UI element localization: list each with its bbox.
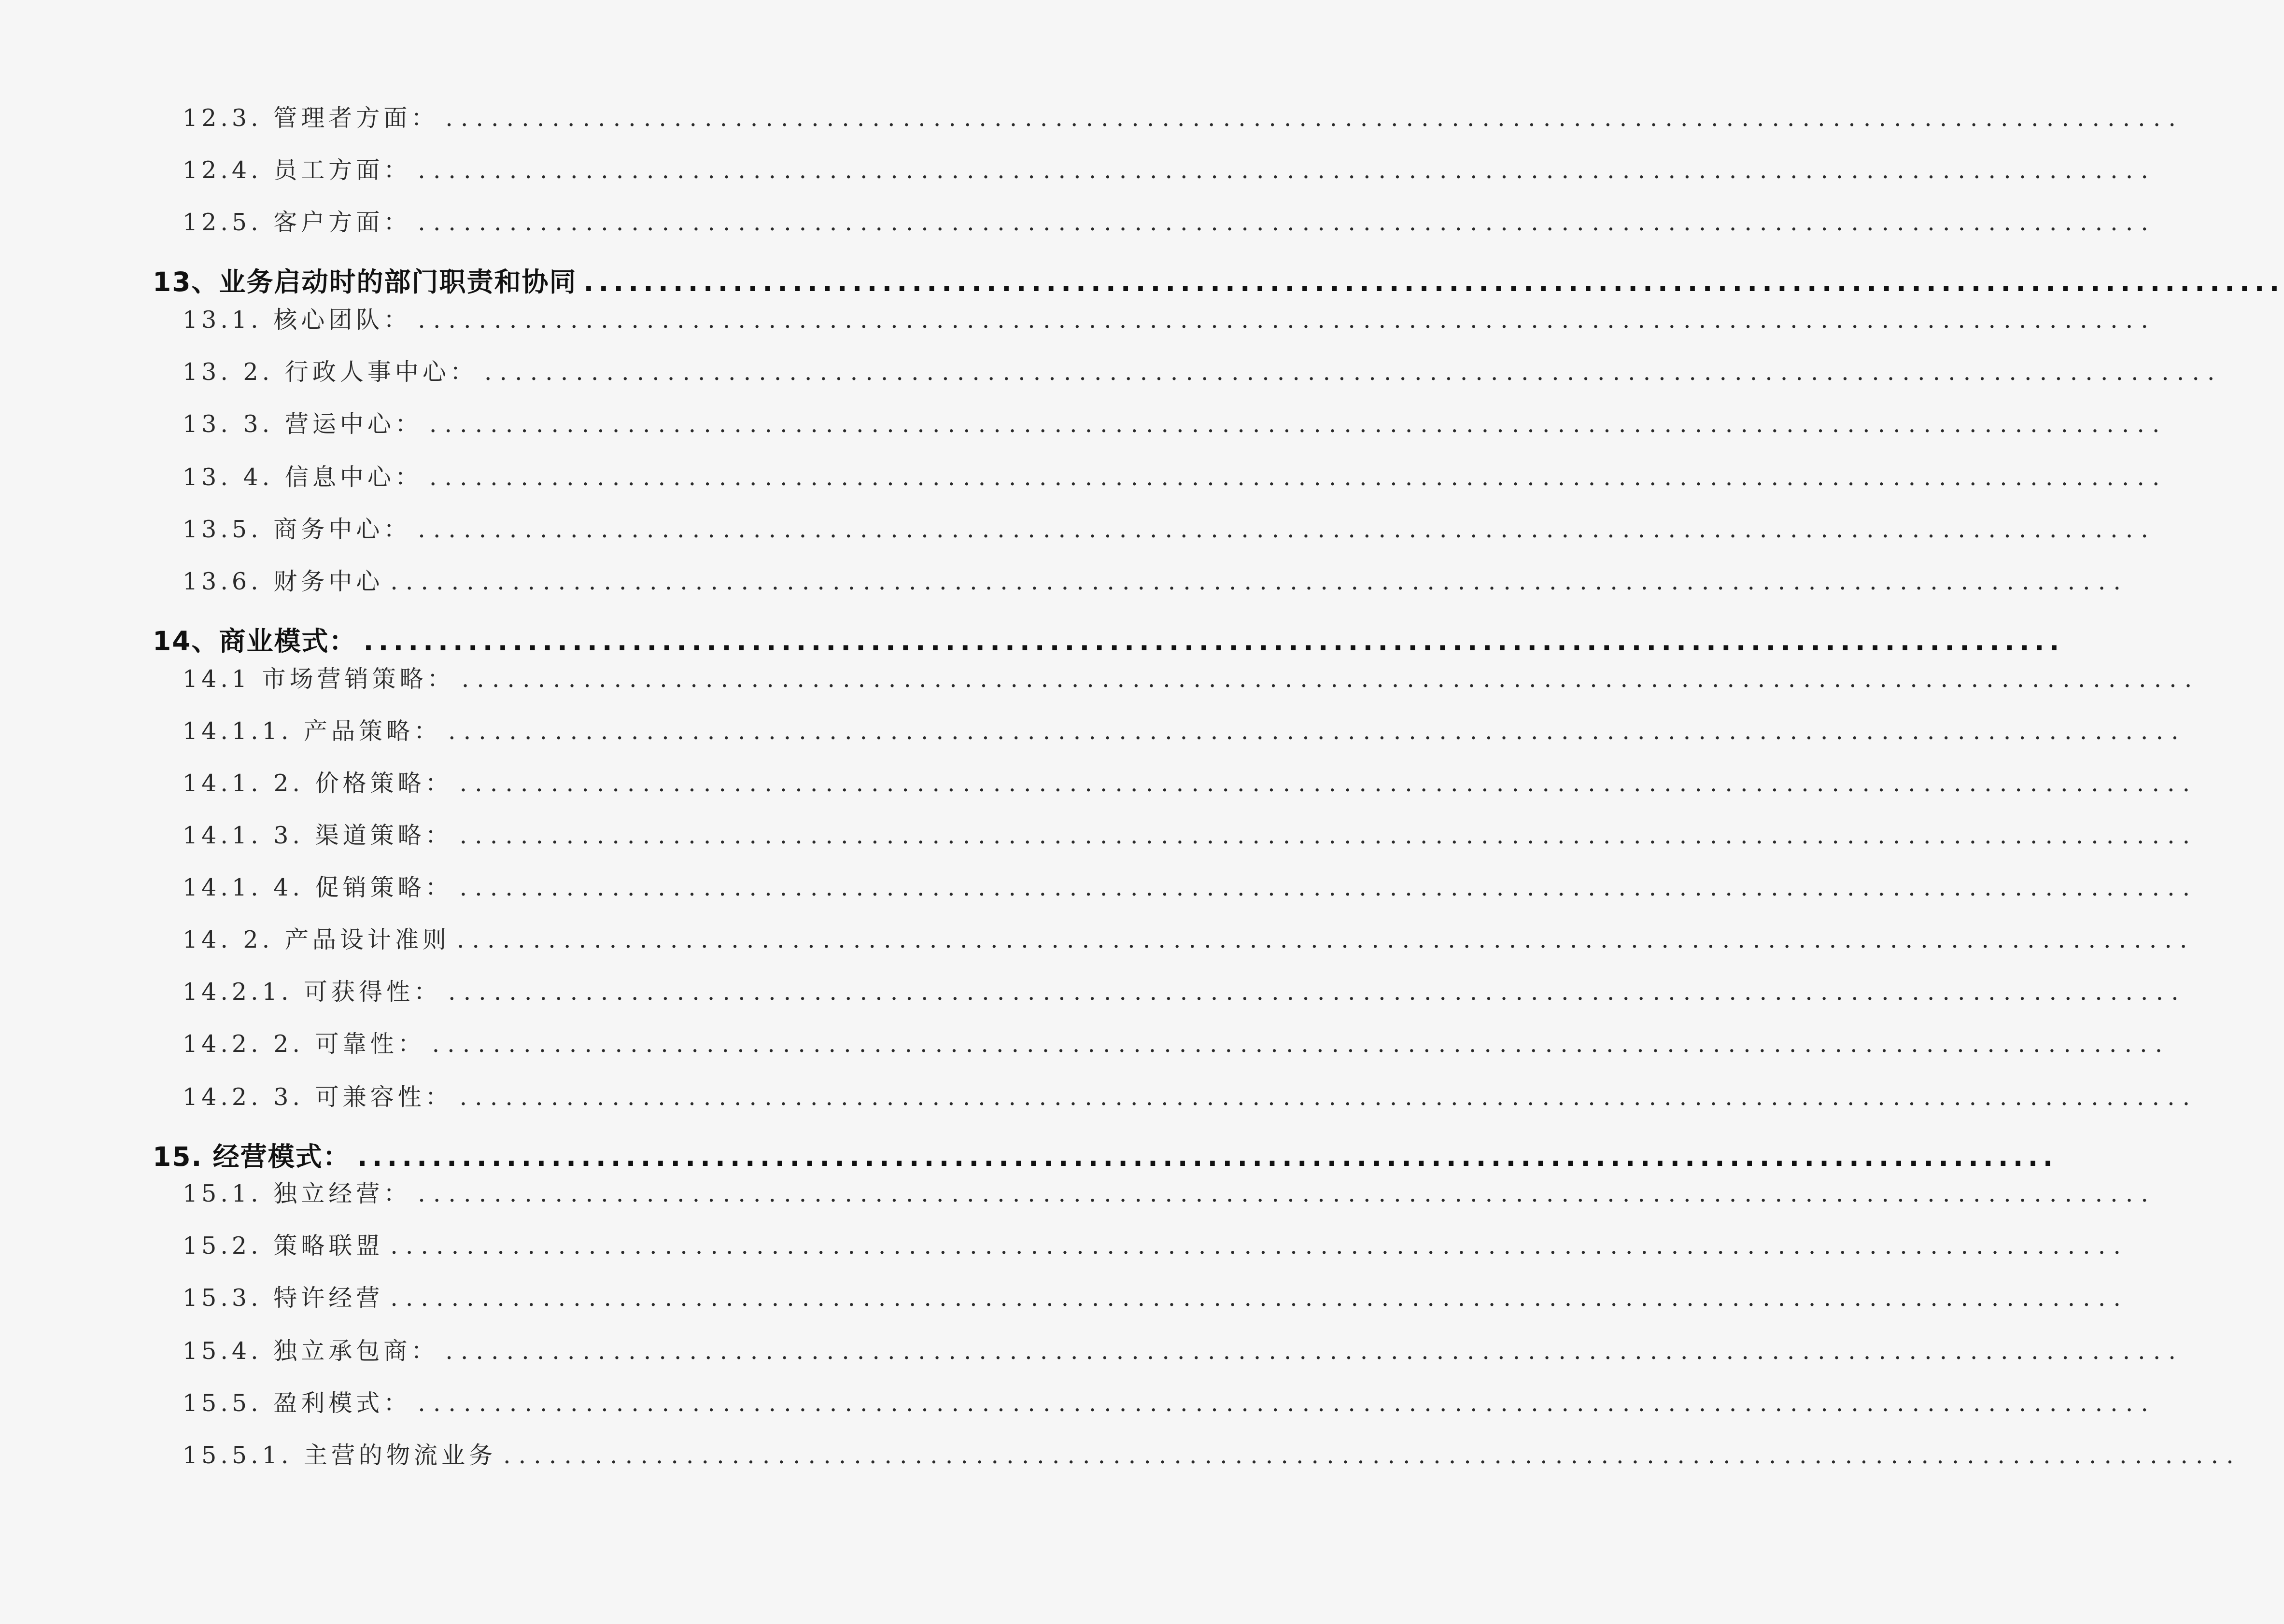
toc-entry-label: 13. 3. 营运中心： <box>183 410 423 438</box>
toc-leader-dots: .................................................................................................................. <box>461 665 2200 693</box>
toc-leader-dots: .................................................................................................................. <box>456 926 2195 953</box>
toc-leader-dots: .................................................................................................................. <box>448 978 2186 1006</box>
toc-entry-label: 13.6. 财务中心 <box>183 568 384 595</box>
toc-leader-dots: .................................................................................................................. <box>459 1083 2198 1111</box>
toc-leader-dots: .................................................................................................................. <box>459 874 2198 901</box>
toc-chapter-label: 14、商业模式： <box>153 626 357 657</box>
toc-entry-label: 14.1. 4. 促销策略： <box>183 874 453 901</box>
toc-entry[interactable] <box>183 516 2156 543</box>
toc-leader-dots: .................................................................................................................. <box>445 1337 2184 1365</box>
toc-entry-label: 13. 4. 信息中心： <box>183 463 423 491</box>
toc-leader-dots: .................................................................................................................. <box>363 626 2064 657</box>
toc-leader-dots: .................................................................................................................. <box>583 266 2284 297</box>
toc-entry[interactable] <box>183 1337 2184 1365</box>
toc-entry-label: 15.5.1. 主营的物流业务 <box>183 1442 497 1469</box>
toc-leader-dots: .................................................................................................................. <box>418 209 2156 236</box>
toc-chapter-entry[interactable] <box>153 1141 2058 1172</box>
toc-entry-label: 14.1.1. 产品策略： <box>183 717 442 745</box>
toc-entry[interactable] <box>183 717 2186 745</box>
toc-entry[interactable] <box>183 410 2168 438</box>
toc-entry-label: 14.1 市场营销策略： <box>183 665 455 693</box>
toc-entry-label: 13.1. 核心团队： <box>183 306 411 334</box>
toc-entry[interactable] <box>183 1232 2129 1260</box>
toc-entry-label: 12.3. 管理者方面： <box>183 104 439 132</box>
toc-leader-dots: .................................................................................................................. <box>357 1141 2058 1172</box>
toc-entry[interactable] <box>183 1083 2198 1111</box>
toc-chapter-label: 13、业务启动时的部门职责和协同 <box>153 266 577 297</box>
toc-entry[interactable] <box>183 1389 2156 1417</box>
toc-entry[interactable] <box>183 1442 2242 1469</box>
toc-leader-dots: .................................................................................................................. <box>459 770 2198 797</box>
toc-leader-dots: .................................................................................................................. <box>459 822 2198 849</box>
toc-entry[interactable] <box>183 306 2156 334</box>
toc-entry[interactable] <box>183 978 2186 1006</box>
toc-leader-dots: .................................................................................................................. <box>445 104 2184 132</box>
toc-leader-dots: .................................................................................................................. <box>418 516 2156 543</box>
toc-entry-label: 12.4. 员工方面： <box>183 156 411 184</box>
toc-entry-label: 15.3. 特许经营 <box>183 1284 384 1312</box>
toc-entry-label: 14.1. 2. 价格策略： <box>183 770 453 797</box>
toc-leader-dots: .................................................................................................................. <box>390 568 2129 595</box>
toc-chapter-label: 15. 经营模式： <box>153 1141 351 1172</box>
toc-entry[interactable] <box>183 1284 2129 1312</box>
toc-entry[interactable] <box>183 156 2156 184</box>
toc-entry-label: 13.5. 商务中心： <box>183 516 411 543</box>
toc-leader-dots: .................................................................................................................. <box>418 1180 2156 1207</box>
toc-leader-dots: .................................................................................................................. <box>429 410 2168 438</box>
toc-leader-dots: .................................................................................................................. <box>418 156 2156 184</box>
toc-chapter-entry[interactable] <box>153 266 2284 297</box>
toc-entry-label: 14.2. 3. 可兼容性： <box>183 1083 453 1111</box>
toc-leader-dots: .................................................................................................................. <box>484 358 2223 386</box>
toc-leader-dots: .................................................................................................................. <box>418 306 2156 334</box>
toc-entry-label: 14.2. 2. 可靠性： <box>183 1030 425 1058</box>
toc-leader-dots: .................................................................................................................. <box>503 1442 2242 1469</box>
toc-entry-label: 14.1. 3. 渠道策略： <box>183 822 453 849</box>
toc-entry-label: 15.4. 独立承包商： <box>183 1337 439 1365</box>
toc-leader-dots: .................................................................................................................. <box>429 463 2168 491</box>
toc-entry[interactable] <box>183 770 2198 797</box>
toc-entry[interactable] <box>183 1030 2171 1058</box>
toc-entry[interactable] <box>183 926 2195 953</box>
toc-entry[interactable] <box>183 874 2198 901</box>
toc-leader-dots: .................................................................................................................. <box>432 1030 2171 1058</box>
toc-entry[interactable] <box>183 568 2129 595</box>
toc-entry-label: 14. 2. 产品设计准则 <box>183 926 450 953</box>
toc-leader-dots: .................................................................................................................. <box>448 717 2186 745</box>
toc-entry-label: 15.5. 盈利模式： <box>183 1389 411 1417</box>
toc-chapter-entry[interactable] <box>153 626 2064 657</box>
toc-leader-dots: .................................................................................................................. <box>390 1232 2129 1260</box>
toc-entry-label: 13. 2. 行政人事中心： <box>183 358 478 386</box>
toc-entry-label: 15.1. 独立经营： <box>183 1180 411 1207</box>
toc-entry[interactable] <box>183 209 2156 236</box>
toc-entry-label: 14.2.1. 可获得性： <box>183 978 442 1006</box>
toc-entry[interactable] <box>183 358 2223 386</box>
toc-entry[interactable] <box>183 463 2168 491</box>
toc-entry-label: 15.2. 策略联盟 <box>183 1232 384 1260</box>
toc-entry[interactable] <box>183 665 2200 693</box>
toc-leader-dots: .................................................................................................................. <box>390 1284 2129 1312</box>
toc-entry[interactable] <box>183 1180 2156 1207</box>
toc-leader-dots: .................................................................................................................. <box>418 1389 2156 1417</box>
toc-entry[interactable] <box>183 104 2184 132</box>
toc-entry[interactable] <box>183 822 2198 849</box>
toc-entry-label: 12.5. 客户方面： <box>183 209 411 236</box>
